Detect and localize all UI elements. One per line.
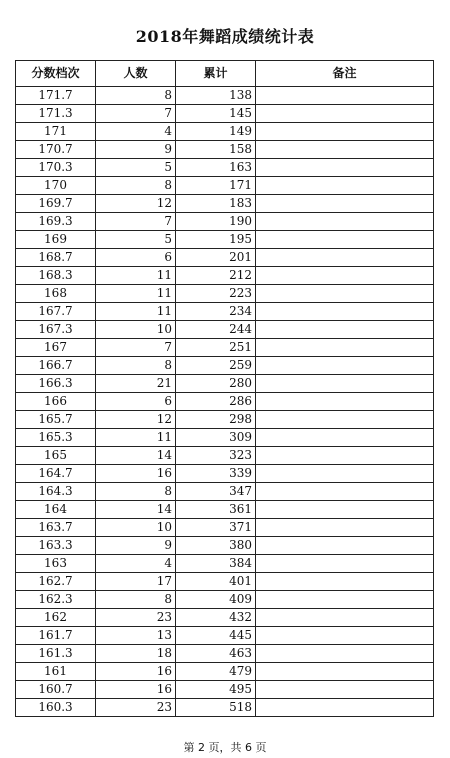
score-cell: 167.3 [16,321,96,339]
table-row [16,663,434,681]
cumulative-cell: 380 [176,537,256,555]
score-cell: 161 [16,663,96,681]
count-cell: 8 [96,357,176,375]
score-cell: 160.7 [16,681,96,699]
note-cell [256,699,434,717]
note-cell [256,591,434,609]
score-cell: 165.7 [16,411,96,429]
score-cell: 162.7 [16,573,96,591]
note-cell [256,123,434,141]
page-number: 第 2 页，共 6 页 [183,741,267,754]
score-cell: 170.3 [16,159,96,177]
count-cell: 14 [96,501,176,519]
note-cell [256,519,434,537]
count-cell: 9 [96,141,176,159]
note-cell [256,645,434,663]
score-cell: 164.3 [16,483,96,501]
note-cell [256,573,434,591]
count-cell: 11 [96,429,176,447]
table-row [16,231,434,249]
table-row [16,447,434,465]
cumulative-cell: 234 [176,303,256,321]
table-row [16,573,434,591]
count-cell: 5 [96,159,176,177]
table-row [16,303,434,321]
cumulative-cell: 212 [176,267,256,285]
count-cell: 8 [96,87,176,105]
count-cell: 12 [96,195,176,213]
cumulative-cell: 309 [176,429,256,447]
table-row [16,141,434,159]
note-cell [256,411,434,429]
note-cell [256,501,434,519]
table-body [16,87,434,717]
score-cell: 162 [16,609,96,627]
table-row [16,555,434,573]
score-cell: 169.7 [16,195,96,213]
score-cell: 171.3 [16,105,96,123]
cumulative-cell: 280 [176,375,256,393]
table-row [16,681,434,699]
cumulative-cell: 190 [176,213,256,231]
score-cell: 166.3 [16,375,96,393]
score-cell: 166 [16,393,96,411]
note-cell [256,195,434,213]
table-row [16,411,434,429]
table-row [16,375,434,393]
table-row [16,285,434,303]
header-score-level: 分数档次 [16,61,96,87]
count-cell: 6 [96,249,176,267]
count-cell: 12 [96,411,176,429]
cumulative-cell: 361 [176,501,256,519]
score-cell: 161.7 [16,627,96,645]
cumulative-cell: 495 [176,681,256,699]
count-cell: 23 [96,609,176,627]
table-row [16,393,434,411]
count-cell: 11 [96,285,176,303]
cumulative-cell: 347 [176,483,256,501]
score-cell: 170 [16,177,96,195]
cumulative-cell: 432 [176,609,256,627]
count-cell: 5 [96,231,176,249]
cumulative-cell: 163 [176,159,256,177]
score-cell: 161.3 [16,645,96,663]
note-cell [256,555,434,573]
count-cell: 11 [96,267,176,285]
table-row [16,159,434,177]
table-row [16,177,434,195]
note-cell [256,159,434,177]
table-row [16,483,434,501]
score-cell: 165.3 [16,429,96,447]
table-row [16,87,434,105]
table-row [16,339,434,357]
score-cell: 170.7 [16,141,96,159]
note-cell [256,267,434,285]
table-row [16,591,434,609]
cumulative-cell: 158 [176,141,256,159]
cumulative-cell: 259 [176,357,256,375]
table-row [16,213,434,231]
score-cell: 169.3 [16,213,96,231]
note-cell [256,177,434,195]
note-cell [256,285,434,303]
score-cell: 160.3 [16,699,96,717]
count-cell: 17 [96,573,176,591]
score-cell: 167 [16,339,96,357]
count-cell: 13 [96,627,176,645]
note-cell [256,393,434,411]
count-cell: 7 [96,105,176,123]
cumulative-cell: 201 [176,249,256,267]
cumulative-cell: 445 [176,627,256,645]
count-cell: 14 [96,447,176,465]
note-cell [256,87,434,105]
count-cell: 4 [96,123,176,141]
note-cell [256,213,434,231]
cumulative-cell: 138 [176,87,256,105]
cumulative-cell: 339 [176,465,256,483]
score-cell: 164.7 [16,465,96,483]
count-cell: 7 [96,213,176,231]
cumulative-cell: 286 [176,393,256,411]
header-count: 人数 [96,61,176,87]
cumulative-cell: 149 [176,123,256,141]
table-row [16,267,434,285]
count-cell: 16 [96,681,176,699]
cumulative-cell: 145 [176,105,256,123]
table-row [16,321,434,339]
score-cell: 163.7 [16,519,96,537]
table-row [16,249,434,267]
cumulative-cell: 518 [176,699,256,717]
count-cell: 8 [96,483,176,501]
table-header-row [16,61,434,87]
cumulative-cell: 384 [176,555,256,573]
note-cell [256,249,434,267]
table-row [16,105,434,123]
score-cell: 164 [16,501,96,519]
header-note: 备注 [256,61,434,87]
cumulative-cell: 323 [176,447,256,465]
table-row [16,699,434,717]
score-cell: 171.7 [16,87,96,105]
count-cell: 16 [96,663,176,681]
count-cell: 6 [96,393,176,411]
count-cell: 23 [96,699,176,717]
count-cell: 11 [96,303,176,321]
score-cell: 162.3 [16,591,96,609]
table-row [16,519,434,537]
note-cell [256,609,434,627]
cumulative-cell: 223 [176,285,256,303]
cumulative-cell: 409 [176,591,256,609]
table-row [16,501,434,519]
note-cell [256,627,434,645]
table-row [16,357,434,375]
score-cell: 167.7 [16,303,96,321]
note-cell [256,339,434,357]
table-row [16,537,434,555]
score-cell: 168 [16,285,96,303]
note-cell [256,321,434,339]
cumulative-cell: 463 [176,645,256,663]
cumulative-cell: 171 [176,177,256,195]
note-cell [256,537,434,555]
note-cell [256,483,434,501]
cumulative-cell: 401 [176,573,256,591]
score-cell: 168.7 [16,249,96,267]
score-cell: 169 [16,231,96,249]
note-cell [256,429,434,447]
cumulative-cell: 244 [176,321,256,339]
cumulative-cell: 298 [176,411,256,429]
score-statistics-table [15,60,434,717]
score-cell: 163 [16,555,96,573]
table-row [16,627,434,645]
count-cell: 4 [96,555,176,573]
count-cell: 9 [96,537,176,555]
cumulative-cell: 251 [176,339,256,357]
note-cell [256,375,434,393]
table-row [16,609,434,627]
count-cell: 8 [96,177,176,195]
count-cell: 18 [96,645,176,663]
table-row [16,465,434,483]
score-cell: 168.3 [16,267,96,285]
score-cell: 163.3 [16,537,96,555]
table-row [16,645,434,663]
note-cell [256,141,434,159]
score-cell: 171 [16,123,96,141]
note-cell [256,465,434,483]
note-cell [256,681,434,699]
count-cell: 7 [96,339,176,357]
cumulative-cell: 183 [176,195,256,213]
count-cell: 16 [96,465,176,483]
score-cell: 165 [16,447,96,465]
page-title: 2018年舞蹈成绩统计表 [135,27,315,46]
count-cell: 10 [96,321,176,339]
note-cell [256,447,434,465]
note-cell [256,231,434,249]
table-row [16,123,434,141]
cumulative-cell: 371 [176,519,256,537]
note-cell [256,303,434,321]
note-cell [256,663,434,681]
count-cell: 8 [96,591,176,609]
table-row [16,195,434,213]
cumulative-cell: 479 [176,663,256,681]
count-cell: 10 [96,519,176,537]
cumulative-cell: 195 [176,231,256,249]
table-row [16,429,434,447]
note-cell [256,105,434,123]
score-cell: 166.7 [16,357,96,375]
note-cell [256,357,434,375]
count-cell: 21 [96,375,176,393]
header-cumulative: 累计 [176,61,256,87]
